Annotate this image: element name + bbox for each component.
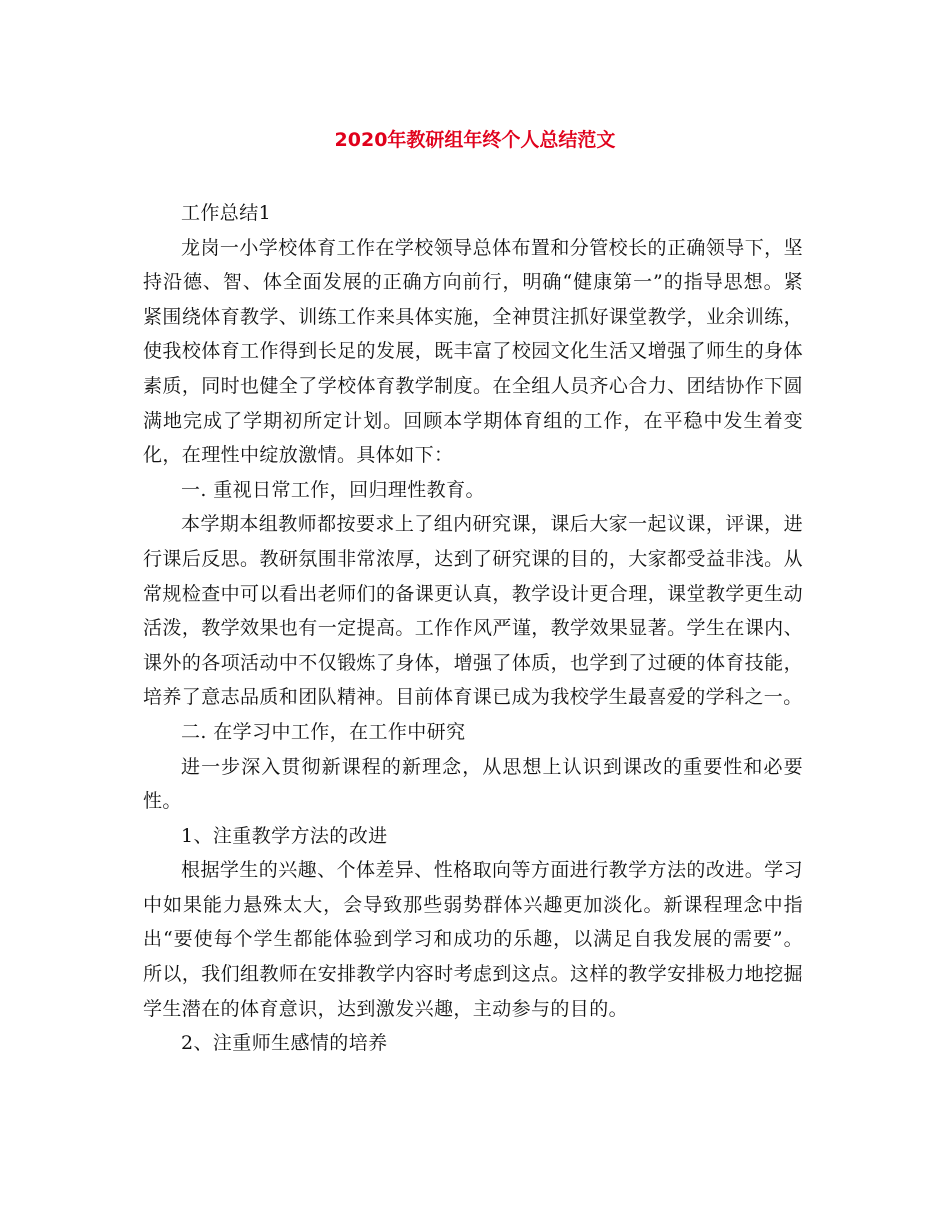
document-title: 2020年教研组年终个人总结范文 [334, 129, 616, 151]
paragraph-teaching-methods: 根据学生的兴趣、个体差异、性格取向等方面进行教学方法的改进。学习中如果能力悬殊太大，会导致那些弱势群体兴趣更加淡化。新课程理念中指出“要使每个学生都能体验到学习和成功的乐趣，以满足自我发展的需要”。所以，我们组教师在安排教学内容时考虑到这点。这样的教学安排极力地挖掘学生潜在的体育意识，达到激发兴趣，主动参与的目的。 [143, 859, 803, 1020]
section-heading-work-summary-1: 工作总结1 [181, 202, 272, 224]
paragraph-new-curriculum: 进一步深入贯彻新课程的新理念，从思想上认识到课改的重要性和必要性。 [143, 755, 803, 813]
paragraph-research-lessons: 本学期本组教师都按要求上了组内研究课，课后大家一起议课，评课，进行课后反思。教研氛围非常浓厚，达到了研究课的目的，大家都受益非浅。从常规检查中可以看出老师们的备课更认真，教学设计更合理，课堂教学更生动活泼，教学效果也有一定提高。工作作风严谨，教学效果显著。学生在课内、课外的各项活动中不仅锻炼了身体，增强了体质，也学到了过硬的体育技能，培养了意志品质和团队精神。目前体育课已成为我校学生最喜爱的学科之一。 [143, 513, 803, 709]
subheading-teacher-student-relations: 2、注重师生感情的培养 [181, 1032, 388, 1055]
section-heading-2: 二. 在学习中工作，在工作中研究 [181, 720, 466, 743]
paragraph-intro: 龙岗一小学校体育工作在学校领导总体布置和分管校长的正确领导下，坚持沿德、智、体全面发展的正确方向前行，明确“健康第一”的指导思想。紧紧围绕体育教学、训练工作来具体实施，全神贯注抓好课堂教学，业余训练，使我校体育工作得到长足的发展，既丰富了校园文化生活又增强了师生的身体素质，同时也健全了学校体育教学制度。在全组人员齐心合力、团结协作下圆满地完成了学期初所定计划。回顾本学期体育组的工作，在平稳中发生着变化，在理性中绽放激情。具体如下： [143, 236, 803, 467]
subheading-teaching-methods: 1、注重教学方法的改进 [181, 824, 388, 847]
section-heading-1: 一. 重视日常工作，回归理性教育。 [181, 478, 485, 501]
document-body [143, 196, 803, 1061]
